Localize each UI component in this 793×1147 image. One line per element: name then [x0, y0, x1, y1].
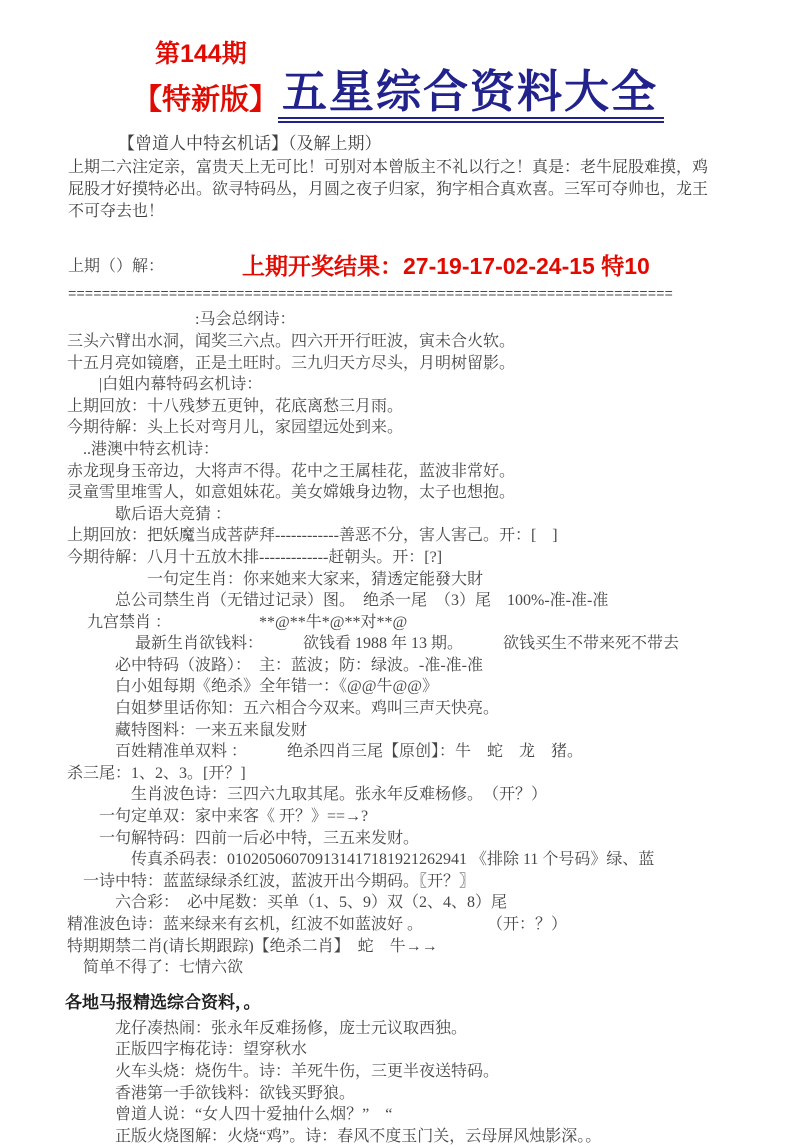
- draw-results: 上期开奖结果：27-19-17-02-24-15 特10: [242, 253, 650, 280]
- text-line: 九宫禁肖 ： **@**牛*@**对**@: [67, 613, 408, 631]
- text-line: 曾道人说：“女人四十爱抽什么烟？” “: [67, 1106, 393, 1124]
- divider-line: ========================================================================: [68, 287, 673, 304]
- text-line: 上期回放：十八残梦五更钟，花底离愁三月雨。: [67, 397, 404, 415]
- body-text: [67, 309, 783, 978]
- text-line: 今期待解：八月十五放木排-------------赶朝头。开：[?]: [67, 548, 443, 566]
- edition-tag: 【特新版】: [133, 84, 279, 116]
- text-line: 杀三尾：1、2、3。[开？]: [67, 764, 246, 782]
- text-line: 今期待解：头上长对弯月儿，家园望远处到来。: [67, 419, 404, 437]
- text-line: 赤龙现身玉帝边，大将声不得。花中之王属桂花，蓝波非常好。: [67, 462, 516, 480]
- text-line: 三头六臂出水洞，闻奖三六点。四六开开行旺波，寅未合火软。: [67, 332, 516, 350]
- section-heading: 各地马报精选综合资料，。: [65, 992, 261, 1012]
- text-line: 最新生肖欲钱料： 欲钱看 1988 年 13 期。 欲钱买生不带来死不带去: [67, 635, 680, 653]
- footer-text: [67, 1018, 783, 1147]
- text-line: 白姐梦里话你知：五六相合今双来。鸡叫三声天快亮。: [67, 700, 500, 718]
- text-line: 一句定单双：家中来客《 开？》==→?: [67, 808, 369, 826]
- text-line: :马会总纲诗：: [67, 311, 296, 329]
- text-line: 不可夺去也！: [68, 202, 165, 220]
- text-line: 上期回放：把妖魔当成菩萨拜------------善恶不分，害人害己。开：[ ]: [67, 527, 558, 545]
- text-line: 灵童雪里堆雪人，如意姐妹花。美女嫦娥身边物，太子也想抱。: [67, 484, 516, 502]
- text-line: 百姓精准单双料 ： 绝杀四肖三尾【原创】：牛 蛇 龙 猪。: [67, 743, 584, 761]
- text-line: 上期二六注定亲，富贵天上无可比！可别对本曾版主不礼以行之！真是：老牛屁股难摸，鸡: [68, 159, 709, 176]
- title-row: [133, 68, 793, 123]
- text-line: 正版火烧图解：火烧“鸡”。诗：春风不度玉门关，云母屏风烛影深。。: [67, 1127, 602, 1145]
- text-line: 总公司禁生肖（无错过记录）图。 绝杀一尾 （3）尾 100%-准-准-准: [67, 592, 609, 610]
- text-line: ..港澳中特玄机诗：: [67, 440, 220, 458]
- text-line: 正版四字梅花诗：望穿秋水: [67, 1041, 308, 1059]
- text-line: 一句解特码：四前一后必中特，三五来发财。: [67, 829, 420, 847]
- text-line: 歇后语大竞猜 ：: [67, 505, 232, 523]
- text-line: 藏特图料：一来五来鼠发财: [67, 721, 308, 739]
- text-line: 六合彩： 必中尾数：买单（1、5、9）双（2、4、8）尾: [67, 894, 508, 912]
- text-line: 精准波色诗：蓝来绿来有玄机，红波不如蓝波好 。 （开：？）: [67, 916, 568, 934]
- text-line: 龙仔凑热闹：张永年反难扬修，庞士元议取西独。: [67, 1019, 468, 1037]
- text-line: 一句定生肖：你来她来大家来，猜透定能發大財: [67, 570, 484, 588]
- text-line: 十五月亮如镜磨，正是土旺时。三九归天方尽头，月明树留影。: [67, 354, 516, 372]
- intro-paragraph: [68, 157, 773, 222]
- text-line: 简单不得了：七情六欲: [67, 959, 244, 977]
- issue-number: 第144期: [155, 40, 247, 68]
- text-line: 特期期禁二肖(请长期跟踪)【绝杀二肖】 蛇 牛→→: [67, 937, 438, 955]
- results-label: 上期（）解：: [68, 258, 165, 276]
- text-line: 香港第一手欲钱料：欲钱买野狼。: [67, 1084, 356, 1102]
- subtitle: 【曾道人中特玄机话】（及解上期）: [118, 134, 382, 153]
- text-line: |白姐内幕特码玄机诗：: [67, 376, 263, 394]
- text-line: 屁股才好摸特必出。欲寻特码丛，月圆之夜子归家，狗字相合真欢喜。三军可夺帅也，龙王: [68, 180, 709, 198]
- text-line: 白小姐每期《绝杀》全年错一：《@@牛@@》: [67, 678, 438, 696]
- text-line: 必中特码（波路）： 主：蓝波；防：绿波。-准-准-准: [67, 656, 483, 674]
- text-line: 一诗中特：蓝蓝绿绿杀红波，蓝波开出今期码。〖开？〗: [67, 872, 476, 890]
- text-line: 火车头烧：烧伤牛。诗：羊死牛伤，三更半夜送特码。: [67, 1062, 500, 1080]
- page-title: 五星综合资料大全: [278, 68, 664, 123]
- sheet-header: [0, 40, 793, 154]
- text-line: 生肖波色诗：三四六九取其尾。张永年反难杨修。 （开？）: [67, 786, 548, 804]
- results-row: [68, 248, 793, 281]
- text-line: 传真杀码表：010205060709131417181921262941 《排除 11 个号码》绿、蓝: [67, 851, 655, 869]
